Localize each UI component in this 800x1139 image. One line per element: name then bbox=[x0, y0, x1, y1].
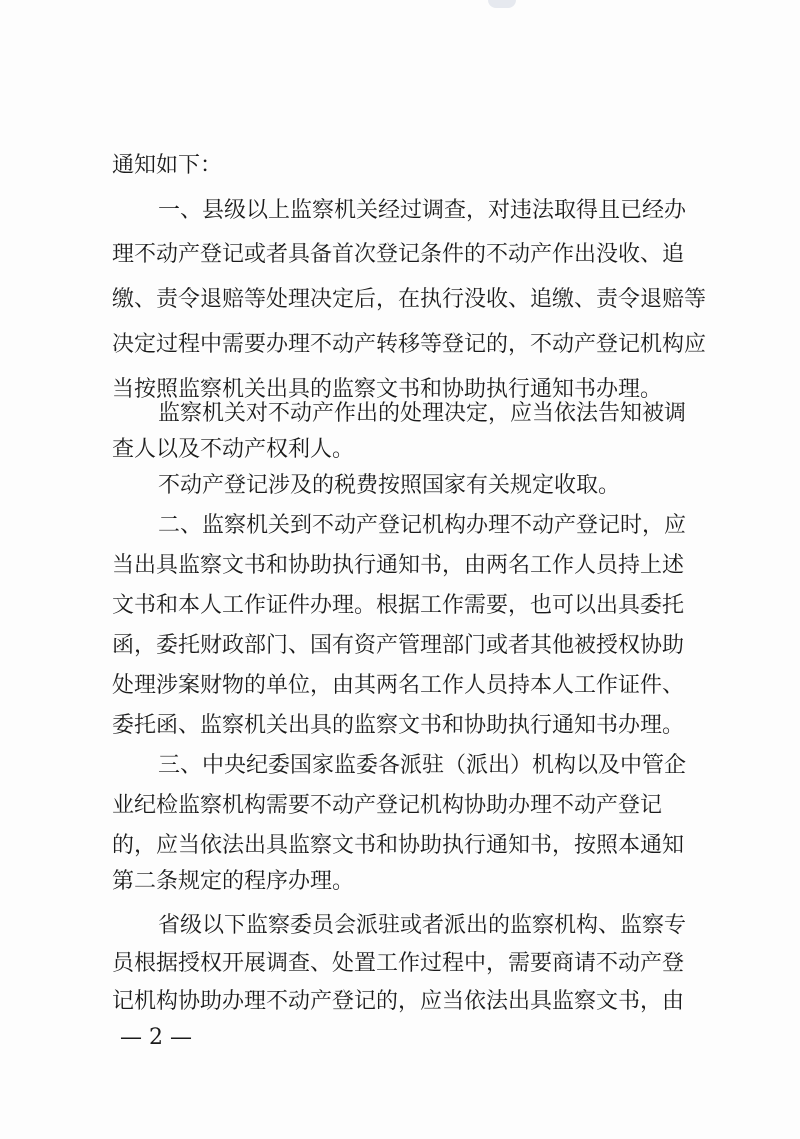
text-line: 记机构协助办理不动产登记的，应当依法出具监察文书，由 bbox=[112, 989, 685, 1014]
text-line: 省级以下监察委员会派驻或者派出的监察机构、监察专 bbox=[158, 913, 687, 938]
text-line: 不动产登记涉及的税费按照国家有关规定收取。 bbox=[158, 473, 621, 498]
text-line: 二、监察机关到不动产登记机构办理不动产登记时，应 bbox=[158, 513, 687, 538]
text-line: 决定过程中需要办理不动产转移等登记的，不动产登记机构应 bbox=[112, 332, 707, 357]
text-line: 监察机关对不动产作出的处理决定，应当依法告知被调 bbox=[158, 401, 687, 426]
text-line: 当出具监察文书和协助执行通知书，由两名工作人员持上述 bbox=[112, 553, 685, 578]
text-line: 第二条规定的程序办理。 bbox=[112, 869, 355, 894]
scan-mark bbox=[488, 0, 516, 8]
text-line: 查人以及不动产权利人。 bbox=[112, 437, 355, 462]
text-line: 函，委托财政部门、国有资产管理部门或者其他被授权协助 bbox=[112, 633, 685, 658]
text-line: 一、县级以上监察机关经过调查，对违法取得且已经办 bbox=[158, 198, 687, 223]
text-line: 三、中央纪委国家监委各派驻（派出）机构以及中管企 bbox=[158, 753, 687, 778]
page-number: — 2 — bbox=[120, 1025, 192, 1050]
text-line: 通知如下： bbox=[112, 153, 223, 178]
text-line: 委托函、监察机关出具的监察文书和协助执行通知书办理。 bbox=[112, 713, 685, 738]
text-line: 缴、责令退赔等处理决定后，在执行没收、追缴、责令退赔等 bbox=[112, 287, 707, 312]
text-line: 员根据授权开展调查、处置工作过程中，需要商请不动产登 bbox=[112, 951, 685, 976]
text-line: 文书和本人工作证件办理。根据工作需要，也可以出具委托 bbox=[112, 593, 685, 618]
text-line: 的，应当依法出具监察文书和协助执行通知书，按照本通知 bbox=[112, 833, 685, 858]
text-line: 业纪检监察机构需要不动产登记机构协助办理不动产登记 bbox=[112, 793, 663, 818]
text-line: 当按照监察机关出具的监察文书和协助执行通知书办理。 bbox=[112, 377, 663, 402]
text-line: 理不动产登记或者具备首次登记条件的不动产作出没收、追 bbox=[112, 242, 685, 267]
text-line: 处理涉案财物的单位，由其两名工作人员持本人工作证件、 bbox=[112, 673, 685, 698]
